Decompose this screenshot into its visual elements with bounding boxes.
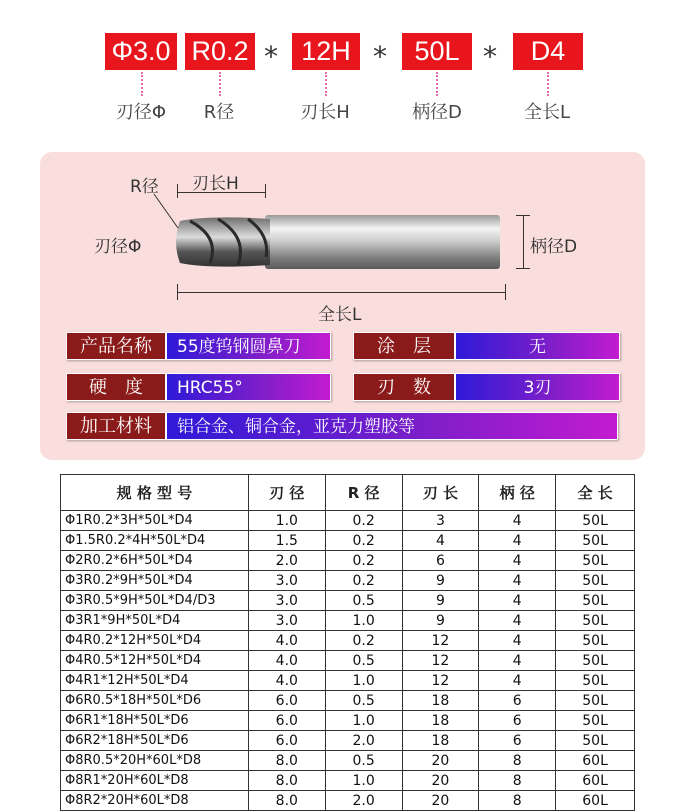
spec-row-flutes <box>353 373 620 401</box>
cell-model: Φ4R0.2*12H*50L*D4 <box>61 631 249 651</box>
code-blade-length: 12H <box>292 33 360 70</box>
header-total-length: 全 长 <box>556 475 635 511</box>
spec-val-hardness: HRC55° <box>166 373 331 401</box>
cell-shank-diameter: 4 <box>479 511 556 531</box>
dim-line-shank <box>523 215 524 268</box>
cell-blade-diameter: 3.0 <box>248 611 325 631</box>
cell-radius: 1.0 <box>325 611 402 631</box>
cell-radius: 1.0 <box>325 671 402 691</box>
cell-model: Φ6R1*18H*50L*D6 <box>61 711 249 731</box>
dotted-connector <box>547 72 549 96</box>
table-row <box>61 651 635 671</box>
cell-blade-length: 4 <box>402 531 479 551</box>
cell-total-length: 50L <box>556 531 635 551</box>
header-model: 规 格 型 号 <box>61 475 249 511</box>
spec-key-hardness: 硬 度 <box>66 373 166 401</box>
cell-shank-diameter: 4 <box>479 671 556 691</box>
cell-shank-diameter: 8 <box>479 791 556 811</box>
dim-tick <box>505 284 506 300</box>
cell-shank-diameter: 6 <box>479 691 556 711</box>
dim-line-blade <box>177 192 265 193</box>
cell-radius: 0.5 <box>325 691 402 711</box>
label-blade-diameter: 刃径Φ <box>115 102 167 123</box>
dotted-connector <box>436 72 438 96</box>
cell-radius: 0.2 <box>325 551 402 571</box>
cell-model: Φ4R1*12H*50L*D4 <box>61 671 249 691</box>
cell-blade-length: 12 <box>402 631 479 651</box>
cell-radius: 0.2 <box>325 631 402 651</box>
cell-total-length: 60L <box>556 771 635 791</box>
cell-radius: 1.0 <box>325 771 402 791</box>
cell-blade-length: 18 <box>402 711 479 731</box>
cell-radius: 0.2 <box>325 531 402 551</box>
cell-blade-diameter: 1.0 <box>248 511 325 531</box>
code-diameter: Φ3.0 <box>105 33 177 70</box>
cell-shank-diameter: 4 <box>479 531 556 551</box>
diagram-total-length-label: 全长L <box>318 305 362 325</box>
label-blade-length: 刃长H <box>300 102 350 123</box>
cell-blade-length: 20 <box>402 771 479 791</box>
cell-radius: 0.2 <box>325 511 402 531</box>
cell-total-length: 50L <box>556 691 635 711</box>
header-shank-diameter: 柄 径 <box>479 475 556 511</box>
r-leader-line <box>152 192 182 232</box>
cell-blade-diameter: 8.0 <box>248 751 325 771</box>
table-body <box>61 511 635 811</box>
cell-radius: 0.5 <box>325 591 402 611</box>
cell-total-length: 50L <box>556 731 635 751</box>
cell-blade-length: 18 <box>402 691 479 711</box>
spec-table-wrap <box>60 474 635 811</box>
code-shank: D4 <box>513 33 583 70</box>
spec-key-product-name: 产品名称 <box>66 332 166 360</box>
diagram-blade-length-label: 刃长H <box>192 174 239 194</box>
cell-shank-diameter: 6 <box>479 711 556 731</box>
cell-blade-diameter: 3.0 <box>248 591 325 611</box>
separator: * <box>483 40 497 73</box>
cell-model: Φ6R2*18H*50L*D6 <box>61 731 249 751</box>
label-shank-diameter: 柄径D <box>412 102 462 123</box>
cell-model: Φ4R0.5*12H*50L*D4 <box>61 651 249 671</box>
cell-model: Φ6R0.5*18H*50L*D6 <box>61 691 249 711</box>
cell-total-length: 50L <box>556 571 635 591</box>
spec-table <box>60 474 635 811</box>
cell-model: Φ3R1*9H*50L*D4 <box>61 611 249 631</box>
table-row <box>61 711 635 731</box>
dotted-connector <box>219 72 221 96</box>
cell-model: Φ8R0.5*20H*60L*D8 <box>61 751 249 771</box>
dotted-connector <box>141 72 143 96</box>
cell-blade-length: 12 <box>402 671 479 691</box>
product-panel <box>40 152 645 460</box>
table-row <box>61 791 635 811</box>
diagram-blade-diameter-label: 刃径Φ <box>94 237 142 257</box>
spec-code-row <box>0 30 685 130</box>
spec-row-product <box>66 332 331 360</box>
cell-model: Φ3R0.5*9H*50L*D4/D3 <box>61 591 249 611</box>
table-header-row <box>61 475 635 511</box>
cell-blade-diameter: 6.0 <box>248 691 325 711</box>
table-row <box>61 531 635 551</box>
spec-row-hardness <box>66 373 331 401</box>
table-row <box>61 751 635 771</box>
cell-total-length: 50L <box>556 711 635 731</box>
cell-blade-diameter: 4.0 <box>248 631 325 651</box>
cell-blade-diameter: 4.0 <box>248 671 325 691</box>
cell-blade-length: 9 <box>402 571 479 591</box>
cell-radius: 2.0 <box>325 791 402 811</box>
cell-total-length: 50L <box>556 611 635 631</box>
cell-total-length: 50L <box>556 671 635 691</box>
cell-model: Φ1R0.2*3H*50L*D4 <box>61 511 249 531</box>
cell-radius: 0.5 <box>325 751 402 771</box>
end-mill-illustration <box>170 207 510 277</box>
cell-blade-diameter: 4.0 <box>248 651 325 671</box>
cell-model: Φ8R2*20H*60L*D8 <box>61 791 249 811</box>
cell-model: Φ2R0.2*6H*50L*D4 <box>61 551 249 571</box>
cell-shank-diameter: 8 <box>479 751 556 771</box>
code-total: 50L <box>402 33 472 70</box>
spec-val-coating: 无 <box>455 332 620 360</box>
table-row <box>61 611 635 631</box>
table-row <box>61 631 635 651</box>
spec-key-coating: 涂 层 <box>353 332 455 360</box>
cell-total-length: 50L <box>556 511 635 531</box>
cell-shank-diameter: 4 <box>479 591 556 611</box>
cell-blade-length: 12 <box>402 651 479 671</box>
table-row <box>61 771 635 791</box>
table-row <box>61 671 635 691</box>
header-blade-length: 刃 长 <box>402 475 479 511</box>
cell-radius: 2.0 <box>325 731 402 751</box>
separator: * <box>373 40 387 73</box>
spec-val-product-name: 55度钨钢圆鼻刀 <box>166 332 331 360</box>
cell-blade-diameter: 6.0 <box>248 711 325 731</box>
spec-row-coating <box>353 332 620 360</box>
label-radius: R径 <box>203 102 235 123</box>
cell-shank-diameter: 4 <box>479 571 556 591</box>
cell-shank-diameter: 4 <box>479 551 556 571</box>
cell-shank-diameter: 4 <box>479 611 556 631</box>
cell-radius: 0.5 <box>325 651 402 671</box>
table-row <box>61 591 635 611</box>
table-row <box>61 551 635 571</box>
spec-key-flutes: 刃 数 <box>353 373 455 401</box>
code-radius: R0.2 <box>185 33 255 70</box>
diagram-shank-diameter-label: 柄径D <box>530 237 578 257</box>
cell-radius: 1.0 <box>325 711 402 731</box>
cell-blade-length: 3 <box>402 511 479 531</box>
table-row <box>61 511 635 531</box>
cell-blade-length: 18 <box>402 731 479 751</box>
spec-key-material: 加工材料 <box>66 412 166 440</box>
cell-total-length: 50L <box>556 631 635 651</box>
dotted-connector <box>325 72 327 96</box>
cell-blade-length: 6 <box>402 551 479 571</box>
cell-blade-length: 20 <box>402 751 479 771</box>
cell-total-length: 50L <box>556 651 635 671</box>
table-row <box>61 571 635 591</box>
cell-total-length: 50L <box>556 551 635 571</box>
cell-blade-diameter: 8.0 <box>248 771 325 791</box>
cell-model: Φ1.5R0.2*4H*50L*D4 <box>61 531 249 551</box>
separator: * <box>264 40 278 73</box>
diagram-r-label: R径 <box>130 177 159 197</box>
cell-blade-diameter: 6.0 <box>248 731 325 751</box>
cell-shank-diameter: 4 <box>479 631 556 651</box>
cell-total-length: 60L <box>556 791 635 811</box>
cell-blade-length: 20 <box>402 791 479 811</box>
cell-model: Φ8R1*20H*60L*D8 <box>61 771 249 791</box>
cell-radius: 0.2 <box>325 571 402 591</box>
spec-val-flutes: 3刃 <box>455 373 620 401</box>
cell-shank-diameter: 4 <box>479 651 556 671</box>
spec-val-material: 铝合金、铜合金，亚克力塑胶等 <box>166 412 618 440</box>
cell-blade-length: 9 <box>402 591 479 611</box>
table-row <box>61 731 635 751</box>
dim-tick <box>265 184 266 198</box>
cell-total-length: 50L <box>556 591 635 611</box>
dim-line-total <box>177 292 505 293</box>
dim-tick <box>177 184 178 198</box>
cell-blade-diameter: 3.0 <box>248 571 325 591</box>
spec-row-material <box>66 412 618 440</box>
cell-shank-diameter: 6 <box>479 731 556 751</box>
cell-blade-length: 9 <box>402 611 479 631</box>
cell-blade-diameter: 8.0 <box>248 791 325 811</box>
table-row <box>61 691 635 711</box>
cell-shank-diameter: 8 <box>479 771 556 791</box>
header-blade-diameter: 刃 径 <box>248 475 325 511</box>
cell-blade-diameter: 2.0 <box>248 551 325 571</box>
header-radius: R 径 <box>325 475 402 511</box>
dim-tick <box>516 268 530 269</box>
cell-blade-diameter: 1.5 <box>248 531 325 551</box>
cell-model: Φ3R0.2*9H*50L*D4 <box>61 571 249 591</box>
cell-total-length: 60L <box>556 751 635 771</box>
label-total-length: 全长L <box>523 102 571 123</box>
